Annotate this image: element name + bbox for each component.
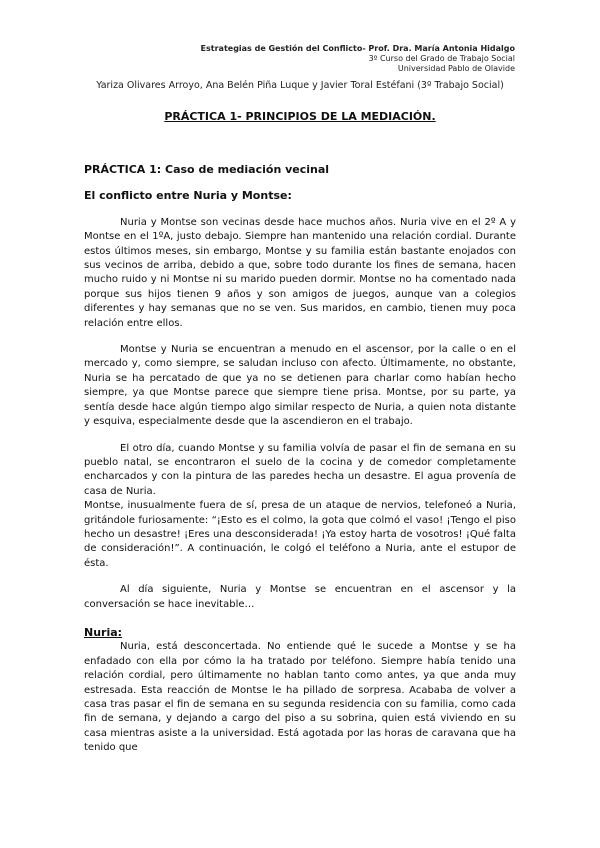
subsection-heading: El conflicto entre Nuria y Montse: bbox=[84, 189, 292, 203]
paragraph: Al día siguiente, Nuria y Montse se encuentran en el ascensor y la conversación se hace inevitable… bbox=[84, 584, 516, 610]
nuria-paragraph: Nuria, está desconcertada. No entiende qué le sucede a Montse y se ha enfadado con ella por cómo la ha tratado por teléfono. Siempre había tenido una relación cordial, pero últimamente no hablan tanto como antes, ya que anda muy estresada. Esta reacción de Montse le ha pillado de sorpresa. Acababa de volver a casa tras pasar el fin de semana en su segunda residencia con su familia, como cada fin de semana, y dejando a cargo del piso a su sobrina, quien está viviendo en su casa mientras asiste a la universidad. Está agotada por las horas de caravana que ha tenido que bbox=[84, 641, 516, 754]
section-heading: PRÁCTICA 1: Caso de mediación vecinal bbox=[84, 163, 330, 176]
header-university: Universidad Pablo de Olavide bbox=[397, 64, 515, 73]
nuria-heading: Nuria: bbox=[84, 625, 123, 639]
document-body bbox=[84, 163, 516, 756]
running-header bbox=[201, 44, 515, 74]
authors-line: Yariza Olivares Arroyo, Ana Belén Piña Luque y Javier Toral Estéfani (3º Trabajo Social) bbox=[96, 80, 504, 91]
header-course-title: Estrategias de Gestión del Conflicto- Prof. Dra. María Antonia Hidalgo bbox=[200, 44, 515, 53]
paragraph: Nuria y Montse son vecinas desde hace muchos años. Nuria vive en el 2º A y Montse en el 1ºA, justo debajo. Siempre han mantenido una relación cordial. Durante estos últimos meses, sin embargo, Montse y su familia están bastante enojados con sus vecinos de arriba, debido a que, sobre todo durante los fines de semana, hacen mucho ruido y ni Montse ni su marido pueden dormir. Montse no ha comentado nada porque sus hijos tienen 9 años y son amigos de juegos, aunque van a colegios diferentes y hay semanas que no se ven. Sus maridos, en cambio, tienen muy poca relación entre ellos. bbox=[84, 216, 516, 329]
header-course-year: 3º Curso del Grado de Trabajo Social bbox=[368, 54, 515, 63]
paragraph: Montse y Nuria se encuentran a menudo en el ascensor, por la calle o en el mercado y, como siempre, se saludan incluso con afecto. Últimamente, no obstante, Nuria se ha percatado de que ya no se detienen para charlar como habían hecho siempre, ya que Montse parece que siempre tiene prisa. Montse, por su parte, ya sentía desde hace algún tiempo algo similar respecto de Nuria, a quien nota distante y esquiva, especialmente desde que la ascendieron en el trabajo. bbox=[84, 344, 516, 428]
paragraph: El otro día, cuando Montse y su familia volvía de pasar el fin de semana en su pueblo natal, se encontraron el suelo de la cocina y de comedor completamente encharcados y con la pintura de las paredes hecha un desastre. El agua provenía de casa de Nuria. bbox=[84, 442, 516, 497]
document-title: PRÁCTICA 1- PRINCIPIOS DE LA MEDIACIÓN. bbox=[164, 110, 436, 123]
paragraph: Montse, inusualmente fuera de sí, presa de un ataque de nervios, telefoneó a Nuria, gritándole furiosamente: “¡Esto es el colmo, la gota que colmó el vaso! ¡Tengo el piso hecho un desastre! ¡Eres una desconsiderada! ¡Ya estoy harta de vosotros! ¡Qué falta de consideración!”. A continuación, le colgó el teléfono a Nuria, ante el estupor de ésta. bbox=[84, 500, 516, 569]
